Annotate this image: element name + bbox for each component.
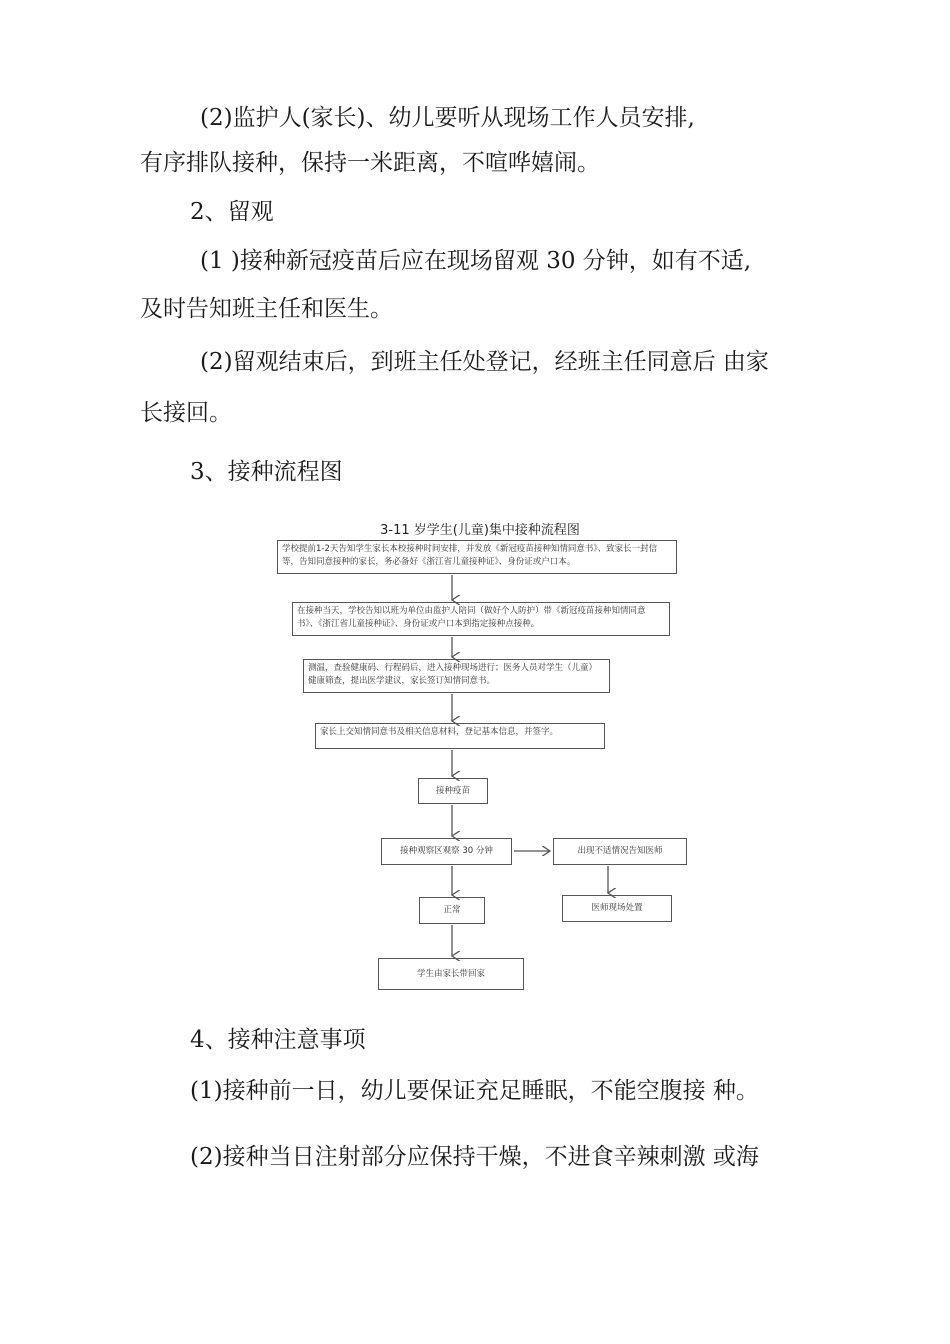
flow-step-doctor-handle: 医师现场处置 [562,895,672,922]
flowchart-arrows [270,515,690,995]
section-heading-flowchart: 3、接种流程图 [190,459,343,485]
flow-step-notify: 学校提前1-2天告知学生家长本校接种时间安排，并发放《新冠疫苗接种知情同意书》、致家长一封信等，告知同意接种的家长，务必备好《浙江省儿童接种证》、身份证或户口本。 [277,540,677,574]
flow-step-screening: 测温，查验健康码、行程码后，进入接种现场进行；医务人员对学生（儿童）健康筛查，提出医学建议，家长签订知情同意书。 [303,659,610,693]
vaccination-flowchart [270,515,690,995]
paragraph-3: (1 )接种新冠疫苗后应在现场留观 30 分钟，如有不适, [200,248,752,274]
flowchart-title: 3-11 岁学生(儿童)集中接种流程图 [380,523,580,538]
flow-step-attend: 在接种当天，学校告知以班为单位由监护人陪同（做好个人防护）带《新冠疫苗接种知情同意书》、《浙江省儿童接种证》、身份证或户口本到指定接种点接种。 [292,602,670,636]
flow-step-adverse-reaction: 出现不适情况告知医师 [553,838,687,865]
paragraph-1: (2)监护人(家长)、幼儿要听从现场工作人员安排, [200,105,695,131]
paragraph-8: (2)接种当日注射部分应保持干燥，不进食辛辣刺激 或海 [190,1144,759,1170]
paragraph-7: (1)接种前一日，幼儿要保证充足睡眠，不能空腹接 种。 [190,1078,759,1104]
paragraph-4: 及时告知班主任和医生。 [140,296,393,322]
flow-step-vaccinate: 接种疫苗 [418,778,488,804]
paragraph-6: 长接回。 [140,400,232,426]
flow-step-observe: 接种观察区观察 30 分钟 [381,838,512,865]
flow-step-register: 家长上交知情同意书及相关信息材料，登记基本信息，并签字。 [315,723,605,749]
paragraph-5: (2)留观结束后，到班主任处登记，经班主任同意后 由家 [200,349,769,375]
section-heading-observation: 2、留观 [190,199,274,225]
paragraph-2: 有序排队接种，保持一米距离，不喧哗嬉闹。 [140,150,600,176]
flow-step-go-home: 学生由家长带回家 [378,958,524,990]
flow-step-normal: 正常 [419,897,485,924]
section-heading-precautions: 4、接种注意事项 [190,1027,366,1053]
